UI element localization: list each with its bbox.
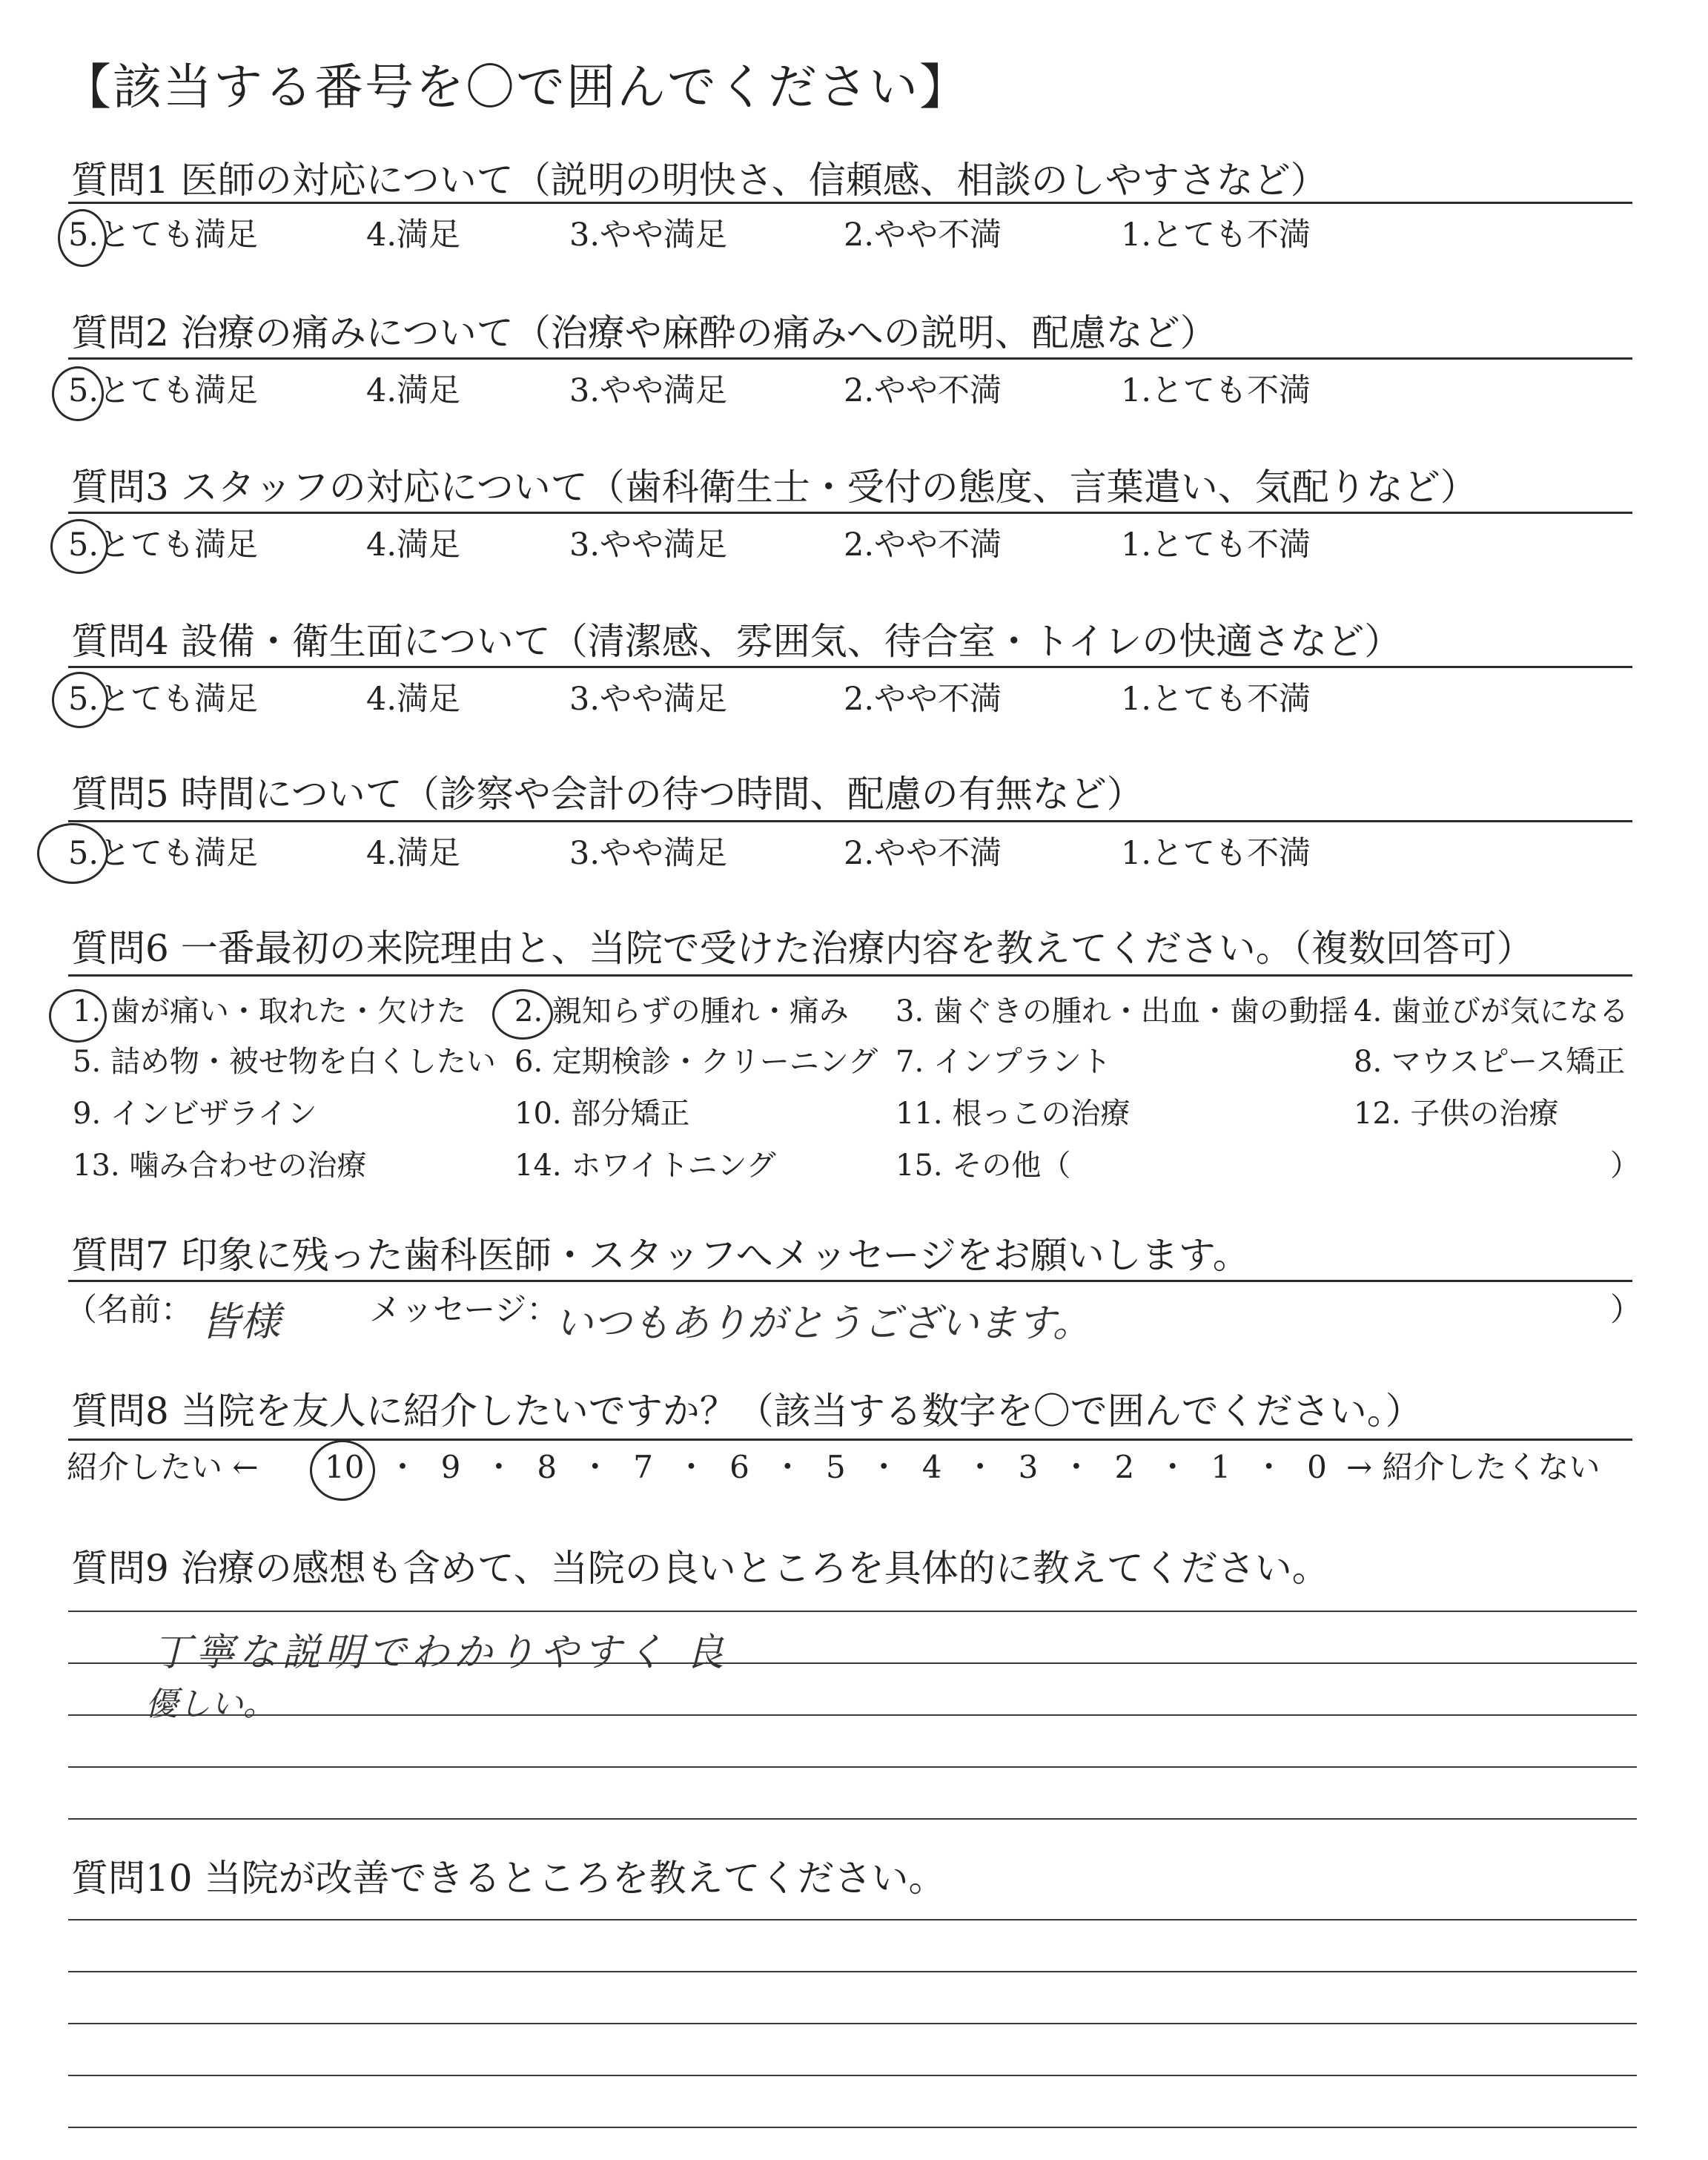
- q7-name-value[interactable]: 皆様: [200, 1298, 280, 1345]
- q9-answer-line2[interactable]: 優しい。: [145, 1685, 276, 1723]
- q6-option-5[interactable]: 5. 詰め物・被せ物を白くしたい: [73, 1045, 496, 1079]
- q6-option-14[interactable]: 14. ホワイトニング: [514, 1149, 776, 1183]
- q4-option-2[interactable]: 2.やや不満: [844, 681, 1002, 718]
- q8-scale-dot: ・: [1253, 1449, 1285, 1485]
- q6-option-4[interactable]: 4. 歯並びが気になる: [1354, 994, 1629, 1028]
- q8-scale-dot: ・: [579, 1449, 611, 1485]
- q4-option-3[interactable]: 3.やや満足: [569, 681, 728, 718]
- q6-other-close-paren: ）: [1610, 1149, 1640, 1183]
- q8-scale-1[interactable]: 1: [1211, 1449, 1231, 1485]
- q10-answer-line: [68, 2023, 1637, 2024]
- q1-title: 質問1 医師の対応について（説明の明快さ、信頼感、相談のしやすさなど）: [71, 159, 1328, 202]
- q9-answer-line: [68, 1714, 1637, 1716]
- q6-option-11[interactable]: 11. 根っこの治療: [896, 1097, 1131, 1131]
- q8-scale-7[interactable]: 7: [633, 1449, 653, 1485]
- q8-scale-10[interactable]: 10: [325, 1449, 365, 1485]
- q9-answer-line1[interactable]: 丁寧な説明でわかりやすく 良: [153, 1631, 729, 1675]
- q4-option-4[interactable]: 4.満足: [366, 681, 461, 718]
- q3-option-2[interactable]: 2.やや不満: [844, 526, 1002, 564]
- q9-answer-line: [68, 1611, 1637, 1612]
- q8-scale-dot: ・: [675, 1449, 707, 1485]
- q3-selection-circle: [50, 519, 108, 574]
- q5-selection-circle: [37, 823, 108, 884]
- q7-close-paren: ）: [1610, 1292, 1642, 1329]
- q5-option-2[interactable]: 2.やや不満: [844, 835, 1002, 872]
- q3-title: 質問3 スタッフの対応について（歯科衛生士・受付の態度、言葉遣い、気配りなど）: [71, 466, 1477, 509]
- q5-option-3[interactable]: 3.やや満足: [569, 835, 728, 872]
- q10-answer-line: [68, 1971, 1637, 1972]
- q3-rule: [68, 512, 1632, 514]
- q1-option-2[interactable]: 2.やや不満: [844, 217, 1002, 254]
- q9-title: 質問9 治療の感想も含めて、当院の良いところを具体的に教えてください。: [71, 1547, 1329, 1590]
- q8-right-label: → 紹介したくない: [1346, 1449, 1601, 1485]
- q2-title: 質問2 治療の痛みについて（治療や麻酔の痛みへの説明、配慮など）: [71, 311, 1217, 354]
- q7-title: 質問7 印象に残った歯科医師・スタッフへメッセージをお願いします。: [71, 1234, 1250, 1277]
- q8-scale-dot: ・: [964, 1449, 996, 1485]
- q6-option-12[interactable]: 12. 子供の治療: [1354, 1097, 1559, 1131]
- q10-answer-line: [68, 2075, 1637, 2076]
- q6-option-3[interactable]: 3. 歯ぐきの腫れ・出血・歯の動揺: [896, 994, 1348, 1028]
- q10-answer-line: [68, 1919, 1637, 1920]
- q8-scale-dot: ・: [483, 1449, 514, 1485]
- q5-option-4[interactable]: 4.満足: [366, 835, 461, 872]
- q5-title: 質問5 時間について（診察や会計の待つ時間、配慮の有無など）: [71, 773, 1144, 816]
- q6-title: 質問6 一番最初の来院理由と、当院で受けた治療内容を教えてください。（複数回答可）: [71, 927, 1534, 970]
- q5-option-5[interactable]: 5.とても満足: [68, 835, 259, 872]
- q2-option-4[interactable]: 4.満足: [366, 372, 461, 409]
- q6-option-15[interactable]: 15. その他（: [896, 1149, 1071, 1183]
- q3-option-3[interactable]: 3.やや満足: [569, 526, 728, 564]
- q7-message-label: メッセージ：: [369, 1292, 559, 1329]
- q8-scale-dot: ・: [868, 1449, 900, 1485]
- q8-scale-5[interactable]: 5: [825, 1449, 846, 1485]
- q7-message-value[interactable]: いつもありがとうございます。: [555, 1301, 1091, 1346]
- q4-option-1[interactable]: 1.とても不満: [1121, 681, 1311, 718]
- q5-option-1[interactable]: 1.とても不満: [1121, 835, 1311, 872]
- q6-selection-circle-1: [49, 989, 107, 1043]
- q1-rule: [68, 202, 1632, 204]
- q8-scale-dot: ・: [772, 1449, 804, 1485]
- q2-option-5[interactable]: 5.とても満足: [68, 372, 259, 409]
- q1-option-3[interactable]: 3.やや満足: [569, 217, 728, 254]
- q1-selection-circle: [58, 209, 107, 267]
- q10-title: 質問10 当院が改善できるところを教えてください。: [71, 1857, 946, 1900]
- q8-scale-dot: ・: [387, 1449, 419, 1485]
- q6-option-13[interactable]: 13. 噛み合わせの治療: [73, 1149, 367, 1183]
- q8-selection-circle: [310, 1440, 375, 1501]
- q2-option-3[interactable]: 3.やや満足: [569, 372, 728, 409]
- q8-scale-3[interactable]: 3: [1018, 1449, 1039, 1485]
- q3-option-4[interactable]: 4.満足: [366, 526, 461, 564]
- q1-option-5[interactable]: 5.とても満足: [68, 217, 259, 254]
- q7-rule: [68, 1280, 1632, 1282]
- q8-scale-4[interactable]: 4: [921, 1449, 942, 1485]
- q2-selection-circle: [52, 366, 104, 421]
- q10-answer-line: [68, 2127, 1637, 2128]
- q5-rule: [68, 820, 1632, 822]
- q8-left-label: 紹介したい ←: [67, 1449, 259, 1485]
- q6-option-2[interactable]: 2. 親知らずの腫れ・痛み: [514, 994, 849, 1028]
- q4-title: 質問4 設備・衛生面について（清潔感、雰囲気、待合室・トイレの快適さなど）: [71, 620, 1402, 663]
- q8-scale-6[interactable]: 6: [729, 1449, 749, 1485]
- q3-option-1[interactable]: 1.とても不満: [1121, 526, 1311, 564]
- q1-option-4[interactable]: 4.満足: [366, 217, 461, 254]
- q2-option-1[interactable]: 1.とても不満: [1121, 372, 1311, 409]
- q9-answer-line: [68, 1818, 1637, 1820]
- q7-name-label: （名前：: [65, 1292, 193, 1329]
- q8-scale-dot: ・: [1156, 1449, 1188, 1485]
- q8-rule: [68, 1439, 1632, 1441]
- q8-scale-9[interactable]: 9: [440, 1449, 461, 1485]
- q8-scale-2[interactable]: 2: [1114, 1449, 1135, 1485]
- q8-scale-8[interactable]: 8: [537, 1449, 557, 1485]
- q6-selection-circle-2: [492, 989, 553, 1040]
- q4-rule: [68, 666, 1632, 668]
- q8-scale-dot: ・: [1060, 1449, 1092, 1485]
- q2-rule: [68, 357, 1632, 360]
- q8-title: 質問8 当院を友人に紹介したいですか？（該当する数字を〇で囲んでください。）: [71, 1390, 1423, 1433]
- q9-answer-line: [68, 1766, 1637, 1768]
- instruction-header: 【該当する番号を〇で囲んでください】: [62, 59, 970, 116]
- q6-option-1[interactable]: 1. 歯が痛い・取れた・欠けた: [73, 994, 466, 1028]
- q8-scale-0[interactable]: 0: [1307, 1449, 1327, 1485]
- q6-rule: [68, 974, 1632, 977]
- q2-option-2[interactable]: 2.やや不満: [844, 372, 1002, 409]
- q6-option-10[interactable]: 10. 部分矯正: [514, 1097, 690, 1131]
- q3-option-5[interactable]: 5.とても満足: [68, 526, 259, 564]
- q4-option-5[interactable]: 5.とても満足: [68, 681, 259, 718]
- q6-option-7[interactable]: 7. インプラント: [896, 1045, 1111, 1079]
- q8-scale: [325, 1449, 1327, 1485]
- q1-option-1[interactable]: 1.とても不満: [1121, 217, 1311, 254]
- q6-option-9[interactable]: 9. インビザライン: [73, 1097, 317, 1131]
- q6-option-8[interactable]: 8. マウスピース矯正: [1354, 1045, 1626, 1079]
- q6-option-6[interactable]: 6. 定期検診・クリーニング: [514, 1045, 878, 1079]
- q4-selection-circle: [52, 672, 108, 728]
